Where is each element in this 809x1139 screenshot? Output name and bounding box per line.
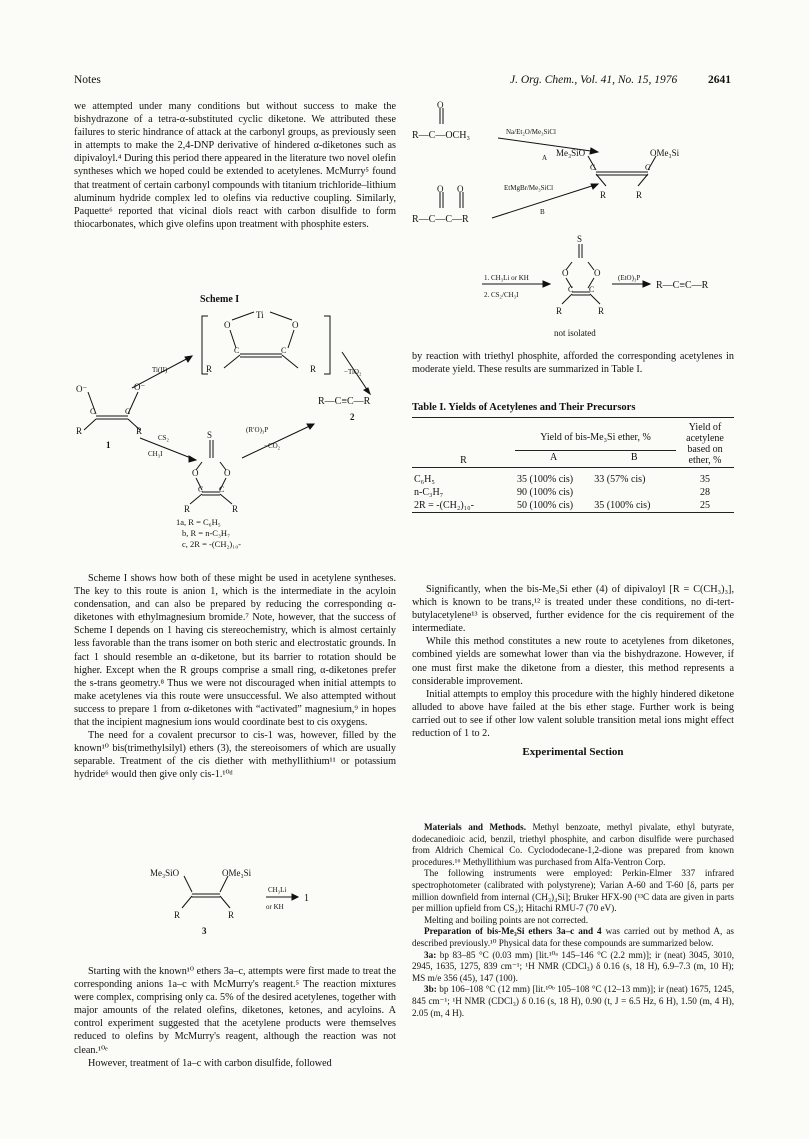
label-method-a: A [542, 154, 548, 162]
compound-number-1: 1 [106, 440, 111, 450]
column-header-b: B [630, 451, 638, 463]
step-1: 1. CH₃Li or KH [484, 274, 529, 282]
left-column-bottom [74, 965, 396, 1070]
journal-citation: J. Org. Chem., Vol. 41, No. 15, 1976 [510, 74, 678, 86]
titanium-label: Ti [256, 310, 264, 320]
reagent-ti: Ti(II) [152, 366, 168, 374]
thione-sulfur: S [207, 430, 213, 440]
svg-text:R: R [174, 910, 181, 920]
column-header-r: R [460, 455, 467, 466]
column-header-a: A [550, 451, 558, 463]
silyl-ether-left: Me₃SiO [556, 148, 586, 158]
instruments-text: The following instruments were employed: Perkin-Elmer 337 infrared spectrophotometer (calibrated with polystyrene); Varian A-60 and T-60 [δ, parts per million downfield from internal (CH₃)₄Si]; Bruker HFX-90 (¹³C data are given in parts per million upfield from CS₂); Hitachi RMU-7 (70 eV). [412, 868, 734, 914]
column-header-ether: Yield of bis-Me₃Si ether, % [515, 418, 676, 451]
cell-r: C₆H₅ [414, 474, 435, 485]
svg-text:O: O [224, 320, 231, 330]
label-method-b: B [540, 208, 545, 216]
product-1: 1 [304, 893, 309, 904]
svg-text:S: S [577, 234, 583, 244]
compound-3b-data: bp 106–108 °C (12 mm) [lit.¹⁰ᵇ 105–108 °C (12–13 mm)]; ir (neat) 1675, 1245, 845 cm⁻¹; ¹H NMR (CDCl₃) δ 0.16 (s, 18 H), 0.90 (t, J = 6.5 Hz, 6 H), 1.50 (m, 4 H), 2.05 (m, 4 H). [412, 984, 734, 1018]
melting-note: Melting and boiling points are not corrected. [424, 914, 589, 925]
running-head-left: Notes [74, 74, 101, 86]
page-number: 2641 [708, 74, 731, 86]
svg-text:R: R [556, 306, 563, 316]
svg-text:C: C [125, 407, 131, 416]
paragraph: However, treatment of 1a–c with carbon disulfide, followed [88, 1057, 332, 1069]
paragraph: Significantly, when the bis-Me₃Si ether (4) of dipivaloyl [R = C(CH₃)₃], which is known to be trans,¹² is treated under these conditions, no di-tert-butylacetylene¹³ is observed, further evidence for the cis requirement of the intermediate. [412, 584, 734, 635]
acetylene-product: R—C≡C—R [656, 280, 709, 291]
silyl-ether-scheme [412, 100, 752, 340]
paragraph: by reaction with triethyl phosphite, afforded the corresponding acetylenes in moderate yield. These results are summarized in Table I. [412, 351, 734, 376]
acetylene-2: R—C≡C—R [318, 396, 371, 407]
left-column-middle [74, 572, 396, 782]
svg-text:R: R [206, 364, 213, 374]
svg-text:C: C [90, 407, 96, 416]
reagent-method-b: EtMgBr/Me₃SiCl [504, 184, 554, 192]
svg-text:O: O [594, 268, 601, 278]
cell-r: 2R = -(CH₂)₁₀- [414, 500, 474, 511]
reagent-phosphite: (R′O)₃P [246, 426, 269, 434]
svg-text:R: R [636, 190, 643, 200]
svg-text:C: C [590, 163, 596, 172]
cell-acetylene: 35 [700, 474, 710, 485]
right-column-top [412, 350, 734, 376]
cell-b [592, 486, 676, 499]
compound-3-diagram [150, 866, 350, 946]
svg-text:O: O [292, 320, 299, 330]
cell-acetylene: 25 [700, 500, 710, 511]
svg-text:R: R [228, 910, 235, 920]
paragraph: we attempted under many conditions but without success to make the bishydrazone of a tetra-α-substituted cyclic diketone. We attributed these failures to steric hindrance of attack at the carbonyl groups, as previously seen in attempts to make the 2,4-DNP derivative of hindered α-diketones such as dipivaloyl.⁴ During this period there appeared in the literature two novel olefin syntheses which we hoped could be extended to acetylenes. McMurry⁵ found that treatment of certain carbonyl compounds with titanium trichloride–lithium aluminum hydride complex led to olefins via reductive coupling. Similarly, Paquette⁶ reported that vicinal diols react with carbon disulfide to form thiocarbonates, which give olefins upon treatment with phosphite esters. [74, 101, 396, 230]
compound-number-2: 2 [350, 412, 355, 422]
svg-text:C: C [568, 285, 574, 294]
svg-text:O⁻: O⁻ [76, 384, 88, 394]
subheading-materials: Materials and Methods. [424, 822, 527, 832]
paragraph: The need for a covalent precursor to cis-1 was, however, filled by the known¹⁰ bis(trimethylsilyl) ethers (3), the stereoisomers of which are usually separable. Treatment of the cis diether with methyllithium¹¹ or potassium hydride⁶ would then give only cis-1.¹⁰ᵈ [74, 730, 396, 781]
subheading-preparation: Preparation of bis-Me₃Si ethers 3a–c and 4 [424, 926, 602, 937]
table-row [412, 499, 734, 513]
svg-text:C: C [281, 346, 287, 355]
methyl-ester: R—C—OCH₃ [412, 130, 470, 141]
legend-1a: 1a, R = C₆H₅ [176, 517, 221, 527]
reagent-triethyl-phosphite: (EtO)₃P [618, 274, 641, 282]
svg-text:R: R [598, 306, 605, 316]
svg-text:O: O [192, 468, 199, 478]
svg-text:O: O [224, 468, 231, 478]
svg-text:R: R [310, 364, 317, 374]
cell-a: 50 (100% cis) [517, 500, 574, 511]
not-isolated-label: not isolated [554, 328, 596, 338]
reagent-cs2: CS₂ [158, 434, 170, 442]
cell-b: 35 (100% cis) [594, 500, 651, 511]
silyl-ether-right: OMe₃Si [222, 868, 252, 878]
svg-text:R: R [600, 190, 607, 200]
legend-1b: b, R = n-C₃H₇ [182, 528, 231, 538]
silyl-ether-right: OMe₃Si [650, 148, 680, 158]
svg-text:R: R [232, 504, 239, 514]
svg-text:O: O [437, 184, 444, 194]
reagent-ch3i: CH₃I [148, 450, 163, 458]
table-row [412, 468, 734, 487]
reagent-method-a: Na/Et₂O/Me₃SiCl [506, 128, 556, 136]
svg-text:C: C [198, 485, 204, 494]
right-column-middle [412, 583, 734, 763]
scheme-title: Scheme I [200, 294, 240, 305]
paragraph: Scheme I shows how both of these might be used in acetylene syntheses. The key to this route is anion 1, which is the intermediate in the acyloin condensation, and can also be prepared by reducing the corresponding α-diketones with ethylmagnesium bromide.⁷ Note, however, that the success of Scheme I depends on 1 having cis stereochemistry, which is almost certainly less favorable than the trans isomer on both steric and electrostatic grounds. In fact 1 should resemble an α-diketone, but its barrier to rotation should be higher. Except when the R groups comprise a small ring, α-diketones prefer the s-trans geometry.⁸ Thus we were not discouraged when initial attempts to make acetylenes via this route were unsuccessful. We also attempted without success to prepare 1 from α-diketones with “activated” magnesium,⁹ in hopes that the incipient magnesium ions would coordinate best to cis oxygens. [74, 573, 396, 729]
reagent-methyllithium: CH₃Li [268, 886, 287, 894]
svg-text:C: C [589, 285, 595, 294]
compound-3a-data: bp 83–85 °C (0.03 mm) [lit.¹⁰ᵃ 145–146 °C (2.2 mm)]; ir (neat) 3045, 3010, 2945, 1635, 1275, 839 cm⁻¹; ¹H NMR (CDCl₃) δ 0.16 (s, 18 H), 6.9–7.3 (m, 10 H); MS m/e 356 (45), 147 (100). [412, 949, 734, 983]
compound-3b-label: 3b: [424, 984, 437, 995]
materials-text: Methyl benzoate, methyl pivalate, ethyl butyrate, dodecanedioic acid, benzil, triethyl phosphite, and carbon disulfide were purchased from Aldrich Chemical Co. Cyclododecane-1,2-dione was prepared from known procedures.¹⁶ Methyllithium was purchased from Alfa-Ventron Corp. [412, 822, 734, 867]
svg-text:C: C [234, 346, 240, 355]
silyl-ether-left: Me₃SiO [150, 868, 180, 878]
table-row [412, 486, 734, 499]
column-header-acetylene: Yield of acetylene based on ether, % [686, 422, 724, 466]
svg-text:C: C [645, 163, 651, 172]
svg-text:R: R [76, 426, 83, 436]
svg-text:R: R [136, 426, 143, 436]
table-title: Table I. Yields of Acetylenes and Their Precursors [412, 402, 636, 413]
paragraph: While this method constitutes a new route to acetylenes from diketones, combined yields are somewhat lower than via the bishydrazone. However, if one must first make the diketone from a diester, this method represents a considerable improvement. [412, 636, 734, 687]
scheme-legend [176, 517, 241, 550]
step-2: 2. CS₂/CH₃I [484, 291, 519, 299]
legend-1c: c, 2R = -(CH₂)₁₀- [182, 539, 242, 549]
svg-text:O: O [562, 268, 569, 278]
yields-table [412, 417, 734, 513]
svg-text:O⁻: O⁻ [134, 382, 146, 392]
cell-b: 33 (57% cis) [594, 474, 646, 485]
cell-acetylene: 28 [700, 487, 710, 498]
compound-number-3: 3 [202, 926, 207, 936]
cell-a: 90 (100% cis) [517, 487, 574, 498]
table-1 [412, 402, 734, 513]
experimental-section [412, 822, 734, 1019]
svg-text:O: O [457, 184, 464, 194]
section-heading: Experimental Section [522, 746, 624, 759]
svg-text:O: O [437, 100, 444, 110]
preparation-text: was carried out by method A, as described previously.¹⁰ Physical data for these compounds are summarized below. [412, 926, 734, 948]
compound-3a-label: 3a: [424, 949, 437, 960]
paragraph: Initial attempts to employ this procedure with the highly hindered diketone alluded to above have failed at the bis ether stage. Further work is being carried out to see if other low valent soluble transition metal ions might effect reduction of 1 to 2. [412, 688, 734, 740]
reagent-co2: −CO₂ [264, 442, 281, 450]
reagent-tio2: −TiO₂ [344, 368, 362, 376]
svg-text:C: C [219, 485, 225, 494]
paragraph: Starting with the known¹⁰ ethers 3a–c, attempts were first made to treat the corresponding anions 1a–c with McMurry's reagent.⁵ The reaction mixtures were complex, comprising only ca. 5% of the desired acetylenes, together with major amounts of the related olefins, diketones, ketones, and acyloins. A control experiment suggested that the acetylene products were themselves reduced to olefins by McMurry's reagent, although the reaction was not clean.¹⁰ᵉ [74, 966, 396, 1056]
reagent-kh: or KH [266, 903, 284, 911]
cell-r: n-C₃H₇ [414, 487, 444, 498]
left-column-top [74, 100, 396, 231]
diketone: R—C—C—R [412, 214, 469, 225]
cell-a: 35 (100% cis) [517, 474, 574, 485]
svg-text:R: R [184, 504, 191, 514]
